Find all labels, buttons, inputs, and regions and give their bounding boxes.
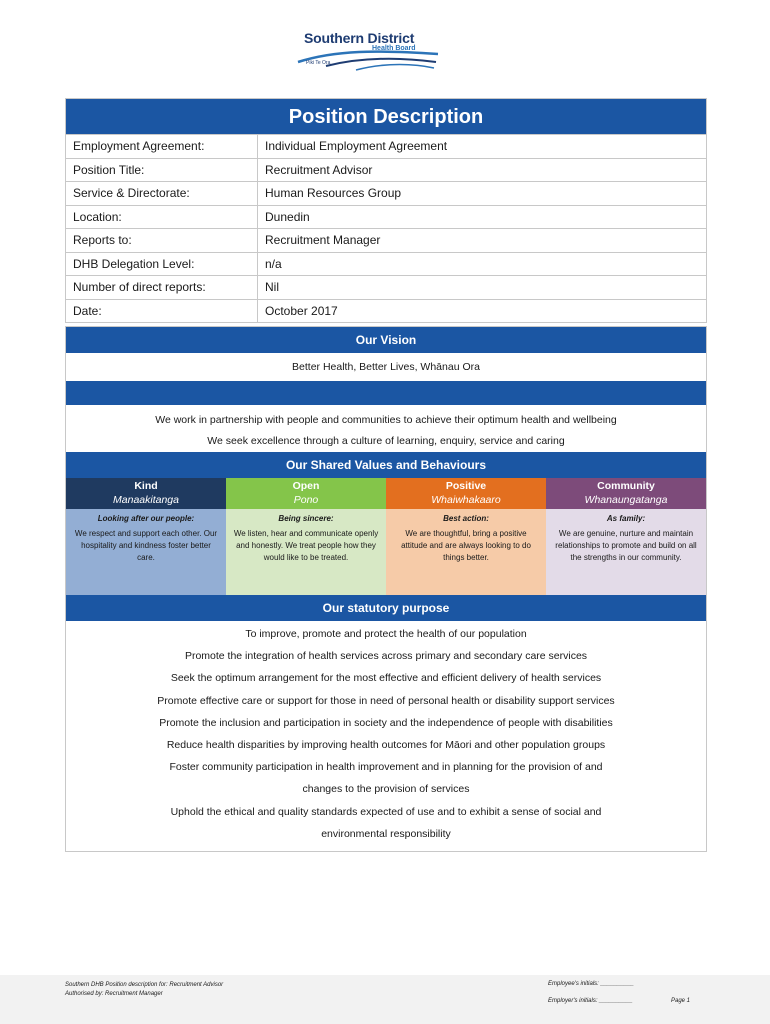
vision-text: Better Health, Better Lives, Whānau Ora [292, 361, 480, 373]
value-header [226, 478, 386, 509]
sdhb-logo [296, 30, 442, 74]
value-text: We listen, hear and communicate openly and honestly. We treat people how they would like to be treated. [233, 529, 379, 562]
vision-heading: Our Vision [66, 327, 706, 353]
row-label: Date: [66, 300, 258, 323]
statutory-line: changes to the provision of services [302, 783, 470, 796]
row-label: Reports to: [66, 229, 258, 252]
table-row [66, 134, 706, 158]
logo-tagline: Piki Te Ora [306, 60, 331, 66]
row-value: Recruitment Manager [265, 233, 381, 247]
value-header [386, 478, 546, 509]
footer-authorised: Authorised by: Recruitment Manager [65, 991, 163, 997]
statutory-line: Foster community participation in health improvement and in planning for the provision of and [169, 761, 603, 774]
logo-title: Southern District [304, 30, 415, 46]
table-row [66, 228, 706, 252]
value-maori: Pono [293, 494, 319, 506]
vision-values-section [65, 326, 707, 852]
value-kind [66, 478, 226, 595]
value-text: We respect and support each other. Our hospitality and kindness foster better care. [74, 529, 218, 562]
footer-description: Southern DHB Position description for: Recruitment Advisor [65, 982, 224, 988]
row-label: Number of direct reports: [66, 276, 258, 299]
value-maori: Whanaungatanga [584, 494, 668, 506]
value-body [66, 509, 226, 595]
statutory-line: Promote the inclusion and participation in society and the independence of people with disabilities [159, 716, 613, 729]
value-tagline: As family: [606, 514, 646, 523]
value-maori: Whaiwhakaaro [431, 494, 501, 506]
row-value: n/a [265, 256, 282, 271]
value-body [226, 509, 386, 595]
statutory-line: environmental responsibility [321, 827, 451, 840]
table-row [66, 275, 706, 299]
table-row [66, 158, 706, 182]
row-value: Nil [265, 280, 279, 294]
mission-statement [66, 405, 706, 452]
statutory-line: Promote effective care or support for those in need of personal health or disability support services [157, 694, 615, 707]
row-label: Employment Agreement: [66, 135, 258, 158]
logo-subtitle: Health Board [372, 45, 416, 52]
value-text: We are genuine, nurture and maintain relationships to promote and build on all the strengths in our community. [555, 529, 697, 562]
row-label: Service & Directorate: [66, 182, 258, 205]
row-label: Location: [66, 206, 258, 229]
value-text: We are thoughtful, bring a positive attitude and are always looking to do things better. [401, 529, 531, 562]
mission-line: We seek excellence through a culture of learning, enquiry, service and caring [207, 435, 565, 447]
value-community [546, 478, 706, 595]
row-value: October 2017 [265, 303, 338, 318]
table-row [66, 299, 706, 323]
statutory-purpose [66, 621, 706, 851]
position-description-title: Position Description [66, 99, 706, 134]
statutory-line: To improve, promote and protect the health of our population [245, 628, 527, 640]
position-description-table [65, 98, 707, 323]
row-label: DHB Delegation Level: [66, 253, 258, 276]
employer-initials: Employer's initials: __________ [548, 998, 633, 1004]
value-open [226, 478, 386, 595]
wave-icon [296, 44, 442, 74]
value-name: Positive [445, 480, 487, 492]
value-tagline: Being sincere: [278, 514, 334, 523]
table-row [66, 181, 706, 205]
row-value: Individual Employment Agreement [265, 139, 448, 153]
page-footer [0, 975, 770, 1024]
value-name: Community [597, 480, 655, 492]
value-body [546, 509, 706, 595]
table-row [66, 205, 706, 229]
statutory-line: Uphold the ethical and quality standards expected of use and to exhibit a sense of social and [170, 805, 602, 818]
statutory-heading: Our statutory purpose [66, 595, 706, 621]
value-name: Kind [134, 480, 158, 492]
page-number: Page 1 [671, 998, 691, 1004]
value-name: Open [292, 480, 320, 492]
row-value: Dunedin [265, 209, 310, 224]
statutory-line: Seek the optimum arrangement for the most effective and efficient delivery of health services [170, 672, 602, 685]
value-positive [386, 478, 546, 595]
statutory-line: Reduce health disparities by improving health outcomes for Māori and other population groups [166, 738, 606, 751]
values-grid [66, 478, 706, 595]
mission-line: We work in partnership with people and communities to achieve their optimum health and wellbeing [155, 414, 617, 426]
row-value: Recruitment Advisor [265, 162, 373, 177]
value-maori: Manaakitanga [113, 494, 179, 506]
statutory-line: Promote the integration of health services across primary and secondary care services [184, 650, 588, 663]
value-header [66, 478, 226, 509]
footer-info [65, 981, 223, 999]
divider-bar [66, 381, 706, 405]
employee-initials: Employee's initials: __________ [548, 981, 634, 987]
values-heading: Our Shared Values and Behaviours [66, 452, 706, 478]
table-row [66, 252, 706, 276]
value-tagline: Best action: [443, 514, 489, 523]
row-value: Human Resources Group [265, 186, 402, 200]
value-header [546, 478, 706, 509]
row-label: Position Title: [66, 159, 258, 182]
value-body [386, 509, 546, 595]
value-tagline: Looking after our people: [97, 514, 195, 523]
